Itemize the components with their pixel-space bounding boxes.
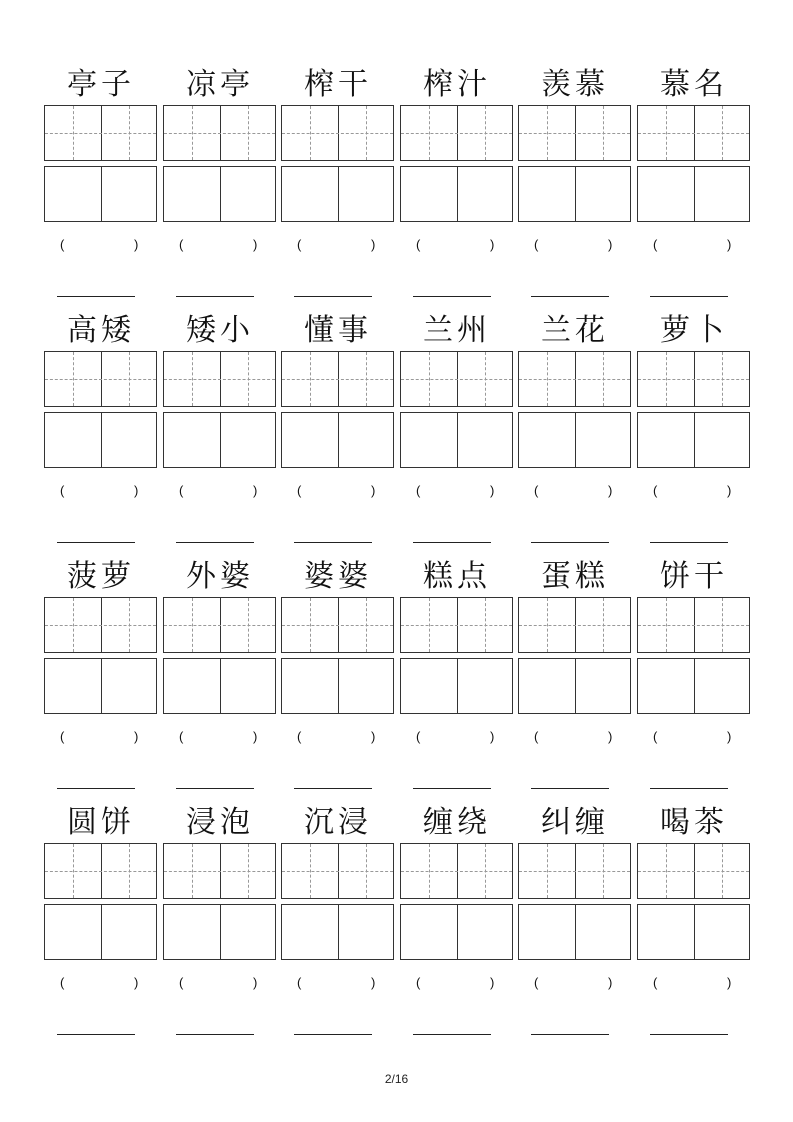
answer-line[interactable] bbox=[176, 542, 254, 543]
paren-open: ( bbox=[60, 975, 65, 990]
pinyin-parentheses[interactable] bbox=[43, 237, 159, 257]
pinyin-parentheses[interactable] bbox=[517, 975, 633, 995]
paren-close: ) bbox=[253, 729, 258, 744]
paren-close: ) bbox=[134, 975, 139, 990]
tian-grid-box[interactable] bbox=[44, 105, 157, 161]
answer-line[interactable] bbox=[57, 542, 135, 543]
answer-line[interactable] bbox=[531, 1034, 609, 1035]
word-label: 浸泡 bbox=[186, 805, 254, 840]
answer-line[interactable] bbox=[650, 1034, 728, 1035]
word-label: 萝卜 bbox=[660, 313, 728, 348]
tian-grid-box[interactable] bbox=[163, 843, 276, 899]
word-cell bbox=[636, 63, 752, 309]
writing-box[interactable] bbox=[163, 658, 276, 714]
worksheet-row bbox=[0, 555, 793, 801]
paren-close: ) bbox=[727, 237, 732, 252]
word-label: 高矮 bbox=[67, 313, 135, 348]
word-cell bbox=[636, 309, 752, 555]
pinyin-parentheses[interactable] bbox=[280, 237, 396, 257]
paren-open: ( bbox=[534, 483, 539, 498]
word-label: 饼干 bbox=[660, 559, 728, 594]
tian-grid-box[interactable] bbox=[281, 105, 394, 161]
writing-box[interactable] bbox=[400, 904, 513, 960]
word-cell bbox=[43, 63, 159, 309]
tian-grid-box[interactable] bbox=[163, 105, 276, 161]
pinyin-parentheses[interactable] bbox=[280, 729, 396, 749]
word-label: 兰州 bbox=[423, 313, 491, 348]
tian-grid-box[interactable] bbox=[400, 351, 513, 407]
word-cell bbox=[517, 63, 633, 309]
word-cell bbox=[517, 309, 633, 555]
paren-open: ( bbox=[653, 237, 658, 252]
paren-open: ( bbox=[60, 237, 65, 252]
tian-grid-box[interactable] bbox=[518, 597, 631, 653]
paren-close: ) bbox=[253, 237, 258, 252]
tian-grid-box[interactable] bbox=[400, 105, 513, 161]
word-label: 榨干 bbox=[304, 67, 372, 102]
pinyin-parentheses[interactable] bbox=[43, 729, 159, 749]
word-cell bbox=[280, 63, 396, 309]
tian-grid-box[interactable] bbox=[637, 843, 750, 899]
paren-close: ) bbox=[371, 237, 376, 252]
word-cell bbox=[162, 309, 278, 555]
answer-line[interactable] bbox=[413, 1034, 491, 1035]
worksheet-row bbox=[0, 801, 793, 1047]
answer-line[interactable] bbox=[176, 1034, 254, 1035]
paren-open: ( bbox=[653, 729, 658, 744]
writing-box[interactable] bbox=[400, 412, 513, 468]
paren-open: ( bbox=[179, 975, 184, 990]
pinyin-parentheses[interactable] bbox=[399, 483, 515, 503]
paren-close: ) bbox=[727, 729, 732, 744]
word-label: 亭子 bbox=[67, 67, 135, 102]
word-cell bbox=[399, 555, 515, 801]
word-cell bbox=[636, 555, 752, 801]
pinyin-parentheses[interactable] bbox=[162, 483, 278, 503]
page-number: 2/16 bbox=[384, 1072, 409, 1086]
tian-grid-box[interactable] bbox=[400, 843, 513, 899]
pinyin-parentheses[interactable] bbox=[636, 237, 752, 257]
word-cell bbox=[636, 801, 752, 1047]
answer-line[interactable] bbox=[650, 296, 728, 297]
word-cell bbox=[162, 63, 278, 309]
writing-box[interactable] bbox=[281, 904, 394, 960]
writing-box[interactable] bbox=[44, 412, 157, 468]
pinyin-parentheses[interactable] bbox=[636, 483, 752, 503]
writing-box[interactable] bbox=[400, 658, 513, 714]
worksheet-row bbox=[0, 63, 793, 309]
pinyin-parentheses[interactable] bbox=[517, 237, 633, 257]
tian-grid-box[interactable] bbox=[518, 105, 631, 161]
answer-line[interactable] bbox=[294, 542, 372, 543]
word-label: 缠绕 bbox=[423, 805, 491, 840]
word-label: 羡慕 bbox=[541, 67, 609, 102]
pinyin-parentheses[interactable] bbox=[636, 729, 752, 749]
answer-line[interactable] bbox=[294, 296, 372, 297]
paren-close: ) bbox=[608, 483, 613, 498]
paren-open: ( bbox=[534, 975, 539, 990]
paren-open: ( bbox=[416, 975, 421, 990]
writing-box[interactable] bbox=[518, 658, 631, 714]
paren-open: ( bbox=[60, 729, 65, 744]
word-label: 糕点 bbox=[423, 559, 491, 594]
word-cell bbox=[280, 801, 396, 1047]
paren-open: ( bbox=[416, 237, 421, 252]
word-cell bbox=[162, 801, 278, 1047]
paren-open: ( bbox=[297, 483, 302, 498]
paren-close: ) bbox=[253, 483, 258, 498]
paren-close: ) bbox=[134, 237, 139, 252]
writing-box[interactable] bbox=[281, 658, 394, 714]
answer-line[interactable] bbox=[413, 296, 491, 297]
paren-close: ) bbox=[490, 975, 495, 990]
tian-grid-box[interactable] bbox=[163, 597, 276, 653]
pinyin-parentheses[interactable] bbox=[399, 975, 515, 995]
paren-open: ( bbox=[60, 483, 65, 498]
writing-box[interactable] bbox=[518, 166, 631, 222]
word-cell bbox=[43, 801, 159, 1047]
writing-box[interactable] bbox=[518, 904, 631, 960]
answer-line[interactable] bbox=[650, 542, 728, 543]
paren-open: ( bbox=[297, 975, 302, 990]
paren-close: ) bbox=[727, 483, 732, 498]
pinyin-parentheses[interactable] bbox=[636, 975, 752, 995]
paren-open: ( bbox=[534, 729, 539, 744]
answer-line[interactable] bbox=[57, 788, 135, 789]
word-label: 喝茶 bbox=[660, 805, 728, 840]
tian-grid-box[interactable] bbox=[637, 105, 750, 161]
paren-open: ( bbox=[297, 729, 302, 744]
word-label: 懂事 bbox=[304, 313, 372, 348]
word-label: 圆饼 bbox=[67, 805, 135, 840]
worksheet-row bbox=[0, 309, 793, 555]
word-label: 纠缠 bbox=[541, 805, 609, 840]
tian-grid-box[interactable] bbox=[518, 351, 631, 407]
paren-open: ( bbox=[534, 237, 539, 252]
paren-open: ( bbox=[297, 237, 302, 252]
word-cell bbox=[280, 309, 396, 555]
tian-grid-box[interactable] bbox=[163, 351, 276, 407]
paren-open: ( bbox=[179, 729, 184, 744]
paren-open: ( bbox=[416, 729, 421, 744]
paren-close: ) bbox=[253, 975, 258, 990]
answer-line[interactable] bbox=[531, 296, 609, 297]
pinyin-parentheses[interactable] bbox=[43, 483, 159, 503]
word-label: 凉亭 bbox=[186, 67, 254, 102]
tian-grid-box[interactable] bbox=[281, 597, 394, 653]
paren-close: ) bbox=[608, 729, 613, 744]
pinyin-parentheses[interactable] bbox=[517, 483, 633, 503]
word-cell bbox=[43, 309, 159, 555]
writing-box[interactable] bbox=[637, 658, 750, 714]
pinyin-parentheses[interactable] bbox=[399, 729, 515, 749]
tian-grid-box[interactable] bbox=[518, 843, 631, 899]
tian-grid-box[interactable] bbox=[637, 351, 750, 407]
tian-grid-box[interactable] bbox=[281, 843, 394, 899]
answer-line[interactable] bbox=[531, 542, 609, 543]
writing-box[interactable] bbox=[44, 904, 157, 960]
word-cell bbox=[517, 555, 633, 801]
word-cell bbox=[280, 555, 396, 801]
pinyin-parentheses[interactable] bbox=[162, 975, 278, 995]
word-label: 外婆 bbox=[186, 559, 254, 594]
pinyin-parentheses[interactable] bbox=[280, 975, 396, 995]
tian-grid-box[interactable] bbox=[281, 351, 394, 407]
word-label: 菠萝 bbox=[67, 559, 135, 594]
word-cell bbox=[399, 309, 515, 555]
paren-close: ) bbox=[134, 483, 139, 498]
paren-close: ) bbox=[371, 975, 376, 990]
writing-box[interactable] bbox=[637, 904, 750, 960]
word-label: 沉浸 bbox=[304, 805, 372, 840]
writing-box[interactable] bbox=[400, 166, 513, 222]
word-label: 婆婆 bbox=[304, 559, 372, 594]
answer-line[interactable] bbox=[57, 1034, 135, 1035]
pinyin-parentheses[interactable] bbox=[280, 483, 396, 503]
paren-close: ) bbox=[490, 729, 495, 744]
pinyin-parentheses[interactable] bbox=[43, 975, 159, 995]
writing-box[interactable] bbox=[44, 166, 157, 222]
tian-grid-box[interactable] bbox=[44, 351, 157, 407]
paren-close: ) bbox=[134, 729, 139, 744]
answer-line[interactable] bbox=[57, 296, 135, 297]
writing-box[interactable] bbox=[637, 166, 750, 222]
paren-open: ( bbox=[179, 483, 184, 498]
writing-box[interactable] bbox=[281, 166, 394, 222]
pinyin-parentheses[interactable] bbox=[399, 237, 515, 257]
answer-line[interactable] bbox=[294, 788, 372, 789]
answer-line[interactable] bbox=[531, 788, 609, 789]
tian-grid-box[interactable] bbox=[44, 843, 157, 899]
paren-open: ( bbox=[653, 975, 658, 990]
tian-grid-box[interactable] bbox=[44, 597, 157, 653]
word-label: 蛋糕 bbox=[541, 559, 609, 594]
pinyin-parentheses[interactable] bbox=[517, 729, 633, 749]
answer-line[interactable] bbox=[176, 296, 254, 297]
paren-close: ) bbox=[371, 729, 376, 744]
answer-line[interactable] bbox=[413, 542, 491, 543]
paren-close: ) bbox=[371, 483, 376, 498]
tian-grid-box[interactable] bbox=[400, 597, 513, 653]
paren-close: ) bbox=[490, 483, 495, 498]
writing-box[interactable] bbox=[163, 904, 276, 960]
paren-open: ( bbox=[179, 237, 184, 252]
answer-line[interactable] bbox=[176, 788, 254, 789]
word-cell bbox=[399, 801, 515, 1047]
writing-box[interactable] bbox=[163, 412, 276, 468]
writing-box[interactable] bbox=[44, 658, 157, 714]
paren-open: ( bbox=[653, 483, 658, 498]
paren-close: ) bbox=[608, 237, 613, 252]
paren-close: ) bbox=[727, 975, 732, 990]
writing-box[interactable] bbox=[637, 412, 750, 468]
word-label: 矮小 bbox=[186, 313, 254, 348]
word-cell bbox=[399, 63, 515, 309]
paren-open: ( bbox=[416, 483, 421, 498]
word-label: 榨汁 bbox=[423, 67, 491, 102]
writing-box[interactable] bbox=[281, 412, 394, 468]
writing-box[interactable] bbox=[518, 412, 631, 468]
answer-line[interactable] bbox=[294, 1034, 372, 1035]
paren-close: ) bbox=[608, 975, 613, 990]
word-label: 兰花 bbox=[541, 313, 609, 348]
answer-line[interactable] bbox=[650, 788, 728, 789]
word-cell bbox=[517, 801, 633, 1047]
pinyin-parentheses[interactable] bbox=[162, 729, 278, 749]
pinyin-parentheses[interactable] bbox=[162, 237, 278, 257]
word-label: 慕名 bbox=[660, 67, 728, 102]
writing-box[interactable] bbox=[163, 166, 276, 222]
tian-grid-box[interactable] bbox=[637, 597, 750, 653]
answer-line[interactable] bbox=[413, 788, 491, 789]
paren-close: ) bbox=[490, 237, 495, 252]
word-cell bbox=[162, 555, 278, 801]
word-cell bbox=[43, 555, 159, 801]
